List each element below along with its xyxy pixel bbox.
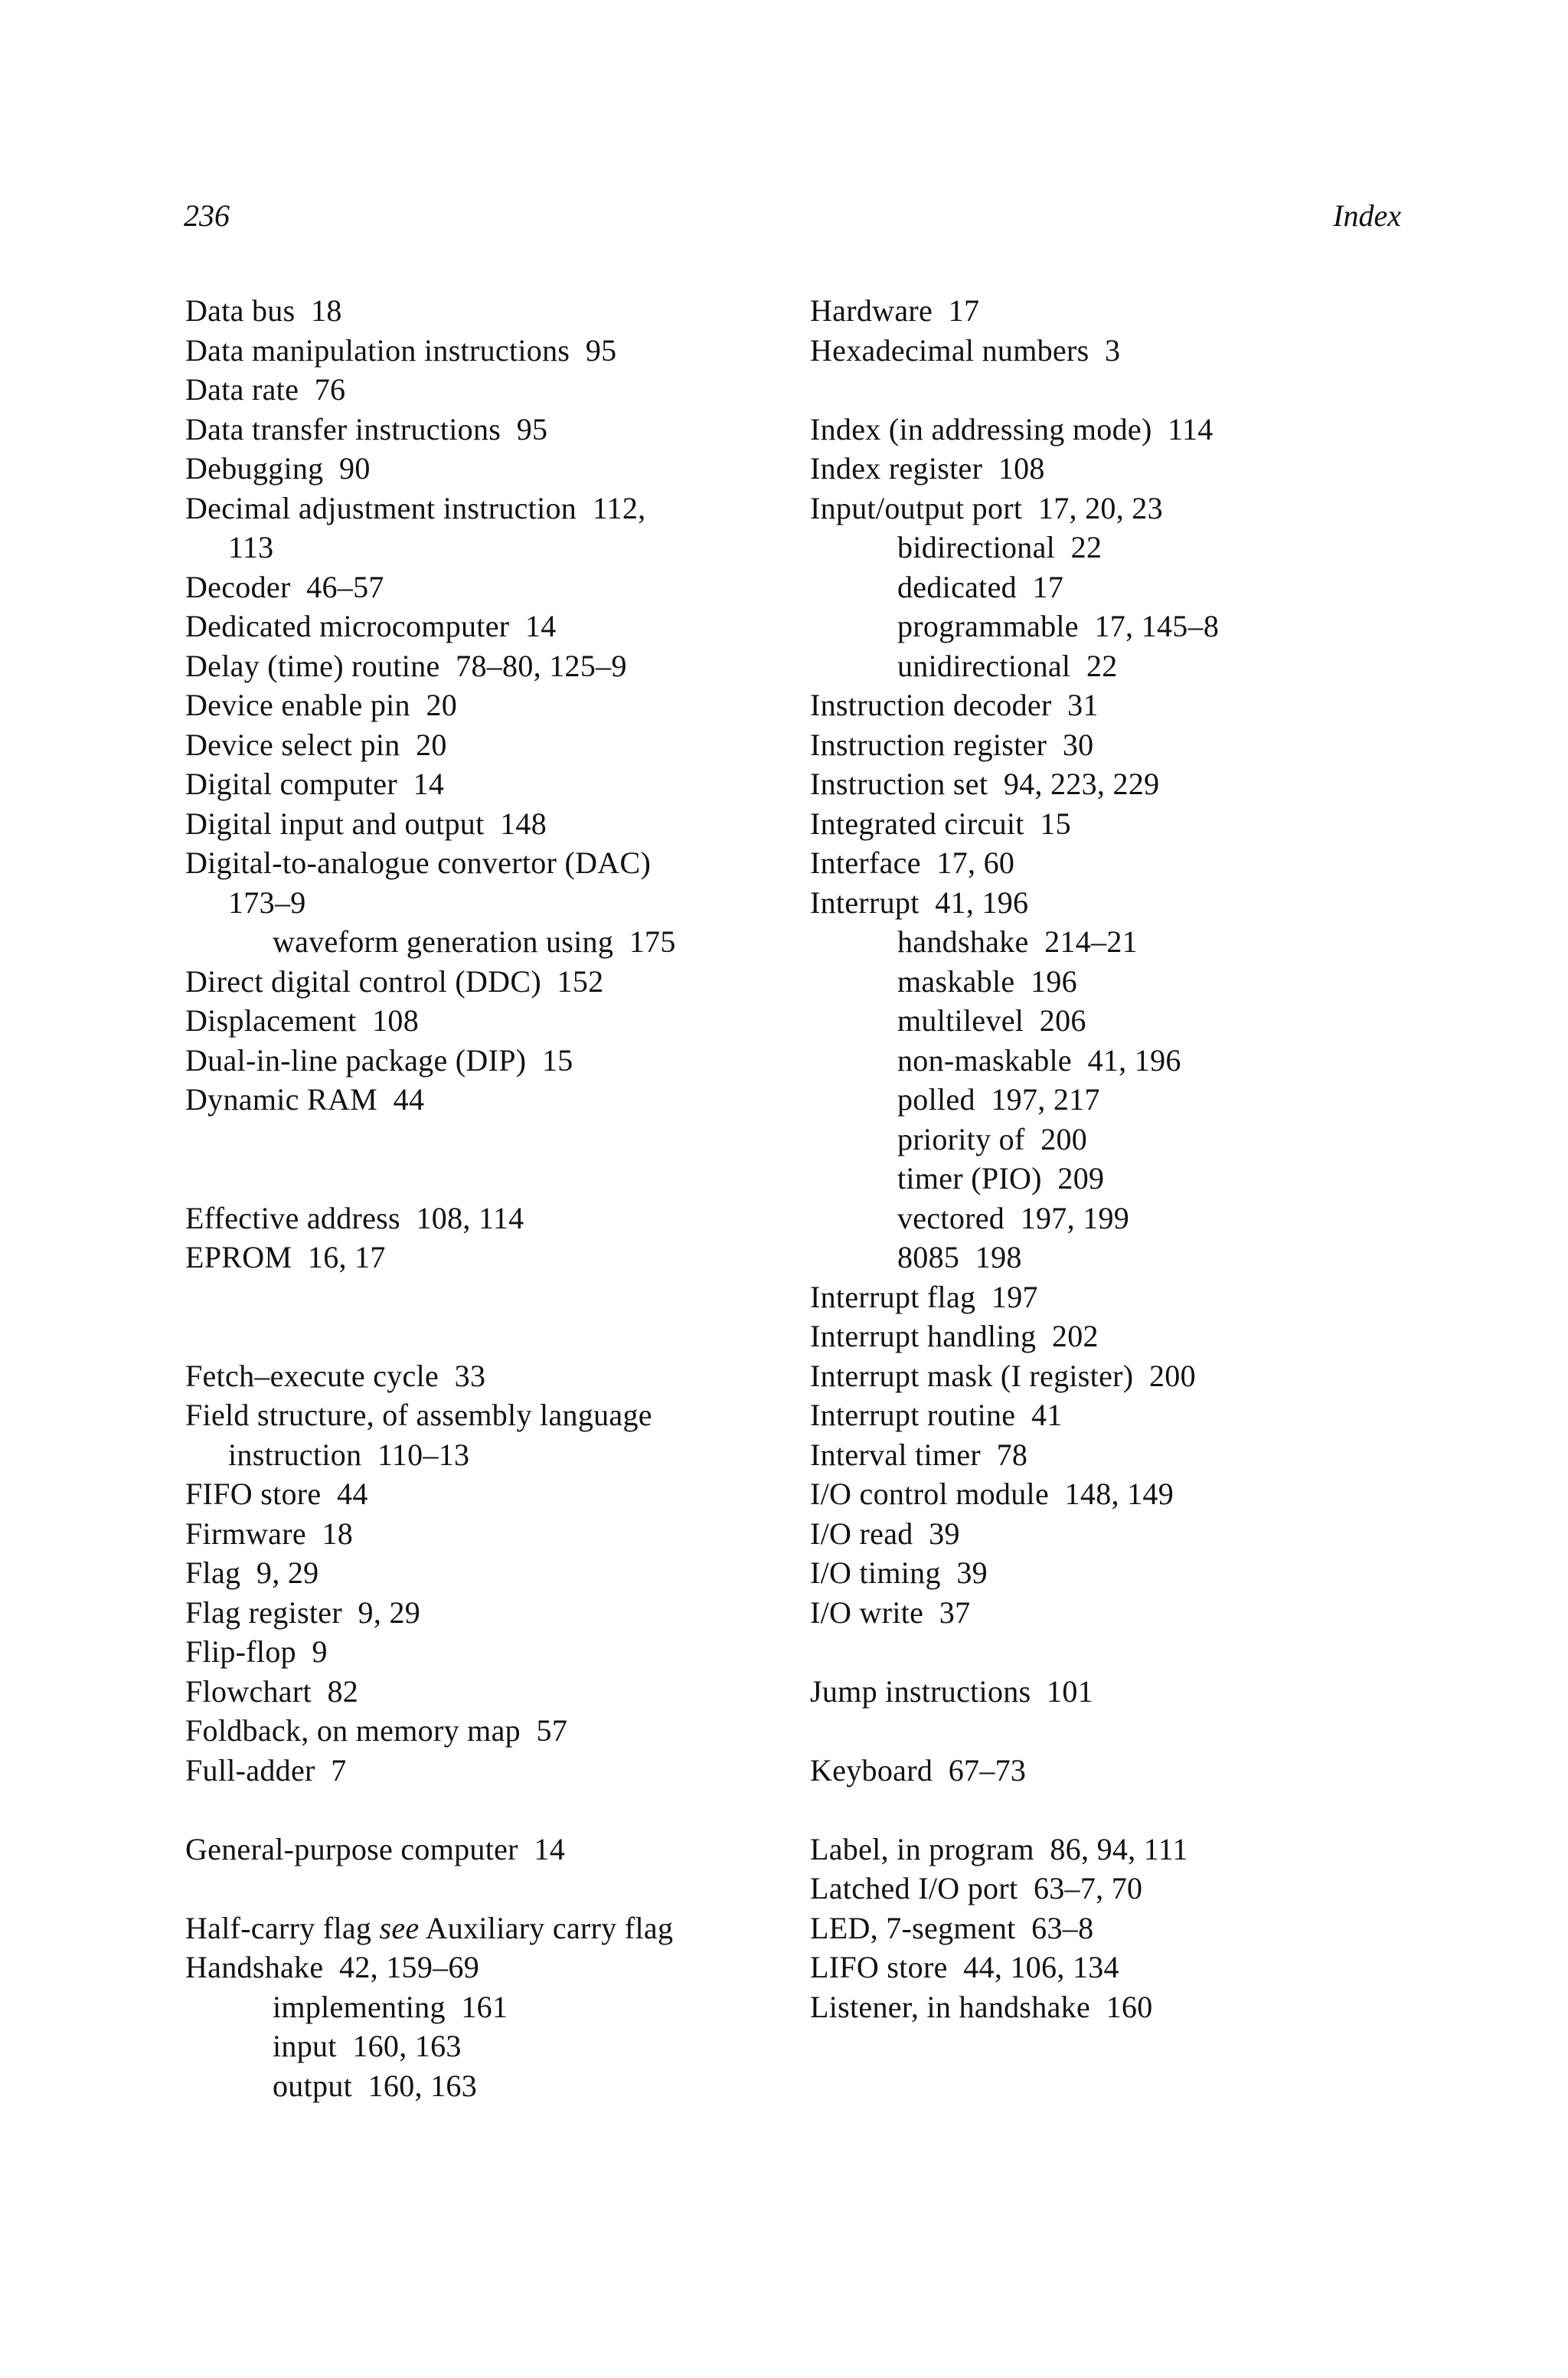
index-subentry: waveform generation using 175 — [273, 924, 676, 959]
index-entry-continuation: instruction 110–13 — [228, 1437, 470, 1472]
index-entry: Displacement 108 — [185, 1003, 420, 1038]
section-spacer — [810, 370, 1423, 410]
index-entry: Flowchart 82 — [185, 1673, 359, 1709]
index-entry: Flip-flop 9 — [185, 1634, 328, 1669]
index-entry: Digital computer 14 — [185, 767, 445, 801]
index-entry: Interface 17, 60 — [810, 846, 1015, 880]
index-entry: Index (in addressing mode) 114 — [810, 411, 1214, 446]
index-entry: Jump instructions 101 — [810, 1673, 1093, 1709]
index-entry: Interrupt routine 41 — [810, 1398, 1063, 1432]
index-entry: Data bus 18 — [185, 293, 342, 328]
section-spacer — [810, 1632, 1423, 1672]
index-entry: Data rate 76 — [185, 372, 346, 407]
index-entry: Dynamic RAM 44 — [185, 1082, 425, 1117]
index-entry: I/O timing 39 — [810, 1555, 988, 1590]
index-entry: Digital input and output 148 — [185, 806, 547, 841]
index-subentry: non-maskable 41, 196 — [897, 1042, 1181, 1078]
index-entry: Hardware 17 — [810, 293, 980, 328]
index-entry: Listener, in handshake 160 — [810, 1989, 1153, 2024]
page-number: 236 — [184, 198, 230, 233]
index-subentry: dedicated 17 — [897, 569, 1064, 604]
index-entry: I/O control module 148, 149 — [810, 1477, 1174, 1511]
index-entry: FIFO store 44 — [185, 1477, 368, 1511]
running-head: Index — [1333, 198, 1401, 233]
index-entry: Flag 9, 29 — [185, 1555, 319, 1590]
index-subentry: multilevel 206 — [897, 1003, 1086, 1038]
index-entry: Handshake 42, 159–69 — [185, 1950, 480, 1984]
index-entry: General-purpose computer 14 — [185, 1831, 565, 1866]
index-entry: Hexadecimal numbers 3 — [810, 332, 1121, 368]
index-subentry: polled 197, 217 — [897, 1082, 1100, 1117]
index-entry: LIFO store 44, 106, 134 — [810, 1950, 1119, 1984]
index-subentry: input 160, 163 — [273, 2029, 462, 2063]
section-spacer — [185, 1277, 782, 1356]
index-subentry: bidirectional 22 — [897, 530, 1102, 564]
index-entry: Instruction register 30 — [810, 727, 1094, 762]
index-entry: Dual-in-line package (DIP) 15 — [185, 1042, 573, 1078]
index-entry: Field structure, of assembly language — [185, 1398, 652, 1432]
index-entry: Instruction set 94, 223, 229 — [810, 767, 1160, 801]
section-spacer — [810, 1790, 1423, 1830]
index-entry: Digital-to-analogue convertor (DAC) — [185, 846, 652, 880]
index-column-left — [185, 291, 782, 2105]
section-spacer — [185, 1120, 782, 1199]
index-entry: Decoder 46–57 — [185, 569, 384, 604]
index-entry: Label, in program 86, 94, 111 — [810, 1831, 1188, 1866]
index-subentry: output 160, 163 — [273, 2068, 478, 2103]
index-entry-term: Half-carry flag — [185, 1910, 380, 1945]
index-subentry: unidirectional 22 — [897, 648, 1118, 683]
index-entry: Interrupt mask (I register) 200 — [810, 1358, 1196, 1393]
index-subentry: priority of 200 — [897, 1121, 1088, 1156]
index-entry: Data transfer instructions 95 — [185, 411, 548, 446]
index-entry: Integrated circuit 15 — [810, 806, 1071, 841]
index-entry: Interrupt 41, 196 — [810, 885, 1029, 920]
index-subentry: maskable 196 — [897, 963, 1077, 999]
index-subentry: programmable 17, 145–8 — [897, 609, 1220, 643]
index-entry: Fetch–execute cycle 33 — [185, 1358, 486, 1393]
index-entry: LED, 7-segment 63–8 — [810, 1910, 1094, 1945]
index-entry: Debugging 90 — [185, 451, 371, 486]
index-entry: Full-adder 7 — [185, 1752, 347, 1788]
index-entry: Keyboard 67–73 — [810, 1752, 1027, 1788]
index-column-right — [810, 291, 1423, 2026]
section-spacer — [185, 1869, 782, 1909]
index-entry: Delay (time) routine 78–80, 125–9 — [185, 648, 627, 683]
index-entry: I/O read 39 — [810, 1516, 960, 1551]
index-subentry: vectored 197, 199 — [897, 1200, 1130, 1235]
index-entry: Decimal adjustment instruction 112, — [185, 490, 646, 525]
index-entry — [185, 1909, 782, 1948]
index-entry: Data manipulation instructions 95 — [185, 332, 617, 368]
index-entry: Dedicated microcomputer 14 — [185, 609, 557, 643]
index-entry: Interval timer 78 — [810, 1437, 1028, 1472]
index-subentry: timer (PIO) 209 — [897, 1161, 1105, 1196]
index-entry: Input/output port 17, 20, 23 — [810, 490, 1163, 525]
index-entry: EPROM 16, 17 — [185, 1240, 386, 1274]
index-entry: Latched I/O port 63–7, 70 — [810, 1871, 1143, 1905]
index-entry: Instruction decoder 31 — [810, 688, 1099, 722]
index-subentry: implementing 161 — [273, 1989, 508, 2024]
index-entry: Device select pin 20 — [185, 727, 447, 762]
index-entry: Firmware 18 — [185, 1516, 354, 1551]
index-entry-continuation: 113 — [228, 530, 274, 564]
index-entry: Flag register 9, 29 — [185, 1595, 421, 1630]
cross-reference-target: Auxiliary carry flag — [419, 1910, 674, 1945]
index-entry: Interrupt handling 202 — [810, 1319, 1099, 1353]
section-spacer — [185, 1790, 782, 1830]
index-entry: Foldback, on memory map 57 — [185, 1713, 568, 1748]
index-entry-continuation: 173–9 — [228, 885, 306, 920]
index-entry: Interrupt flag 197 — [810, 1279, 1038, 1314]
section-spacer — [810, 1711, 1423, 1751]
index-entry: I/O write 37 — [810, 1595, 971, 1630]
see-reference: see — [379, 1910, 420, 1945]
index-subentry: 8085 198 — [897, 1240, 1022, 1274]
index-entry: Effective address 108, 114 — [185, 1200, 524, 1235]
index-entry: Device enable pin 20 — [185, 688, 458, 722]
index-entry: Index register 108 — [810, 451, 1045, 486]
index-entry: Direct digital control (DDC) 152 — [185, 963, 604, 999]
index-subentry: handshake 214–21 — [897, 924, 1138, 959]
